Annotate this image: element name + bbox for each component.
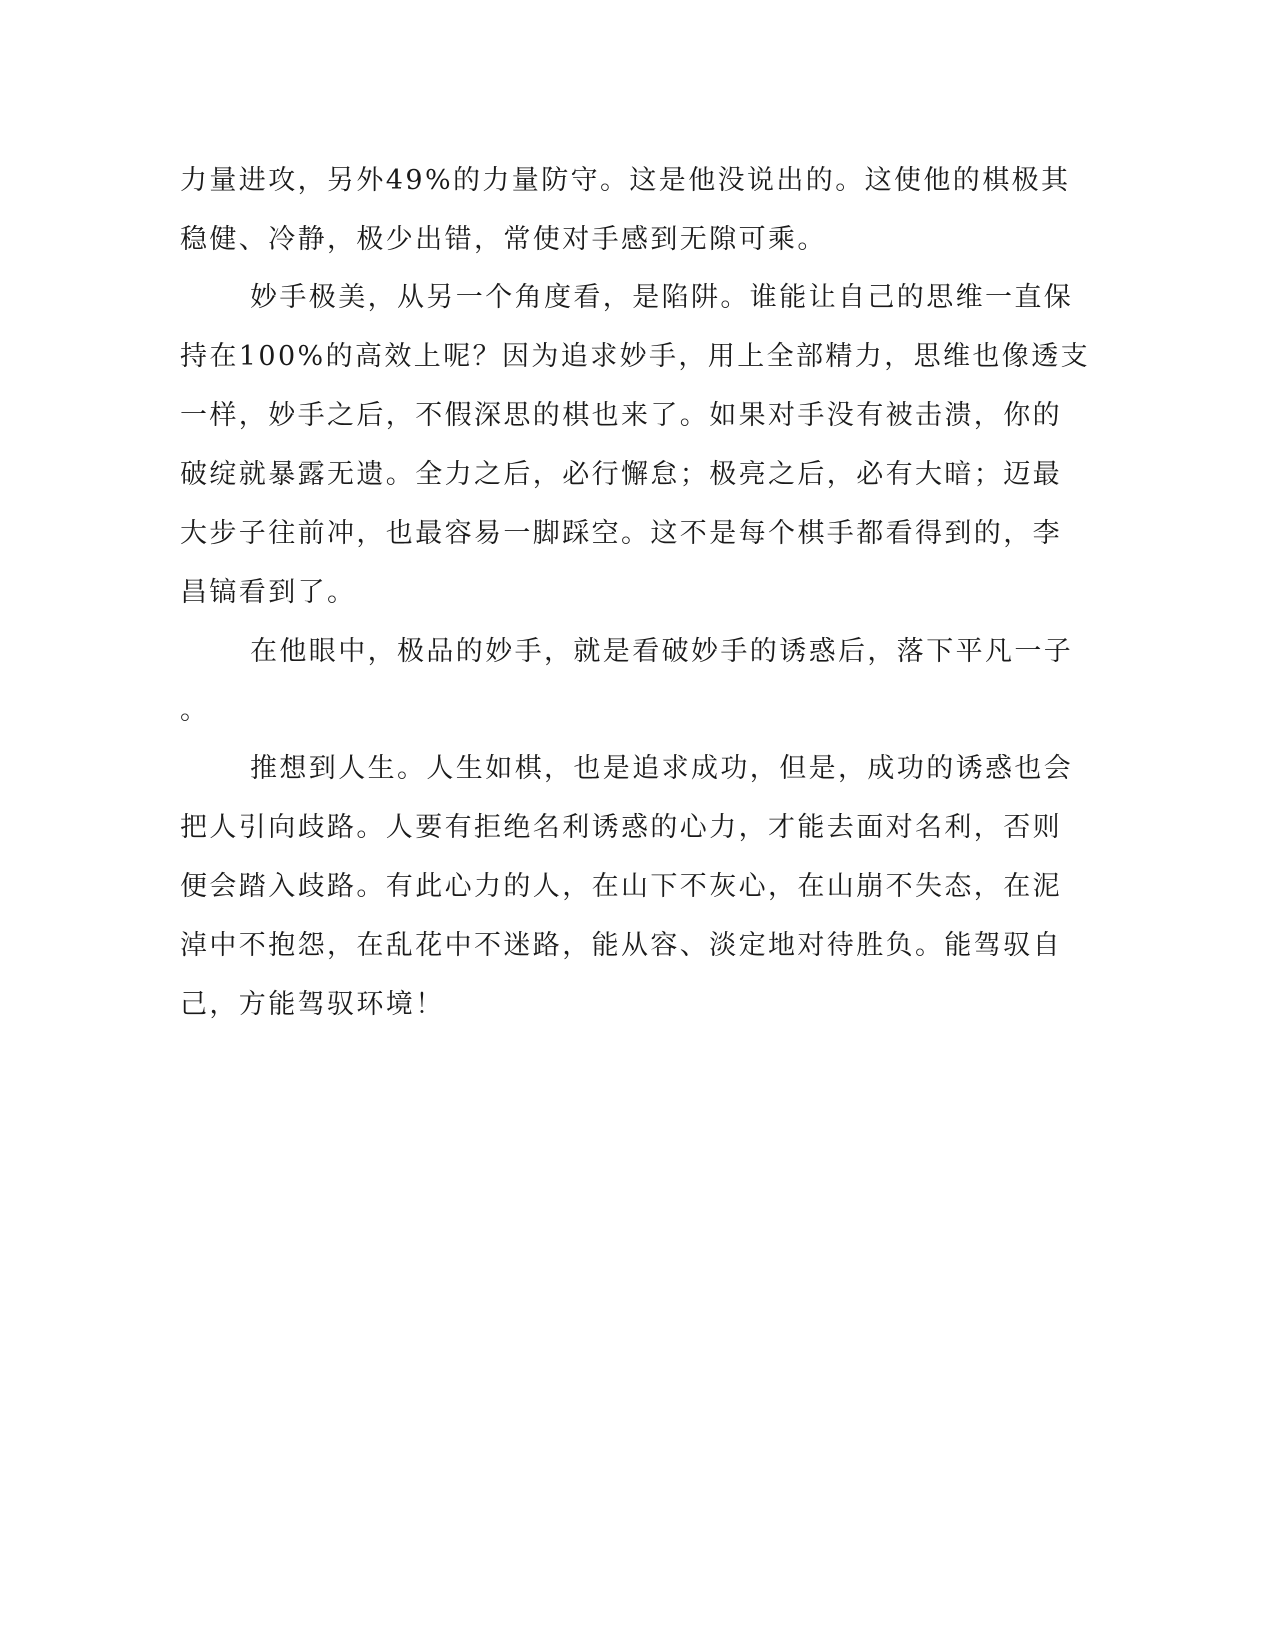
text-line: 大步子往前冲，也最容易一脚踩空。这不是每个棋手都看得到的，李 xyxy=(180,518,1062,549)
text-line: 在他眼中，极品的妙手，就是看破妙手的诱惑后，落下平凡一子 xyxy=(250,636,1074,667)
text-line: 推想到人生。人生如棋，也是追求成功，但是，成功的诱惑也会 xyxy=(250,753,1074,784)
text-line: 妙手极美，从另一个角度看，是陷阱。谁能让自己的思维一直保 xyxy=(250,282,1074,313)
text-line: 破绽就暴露无遗。全力之后，必行懈怠；极亮之后，必有大暗；迈最 xyxy=(180,459,1062,490)
text-line: 力量进攻，另外49%的力量防守。这是他没说出的。这使他的棋极其 xyxy=(180,165,1071,196)
text-line: 便会踏入歧路。有此心力的人，在山下不灰心，在山崩不失态，在泥 xyxy=(180,871,1062,902)
text-line: 稳健、冷静，极少出错，常使对手感到无隙可乘。 xyxy=(180,224,827,255)
text-line: 己，方能驾驭环境！ xyxy=(180,989,445,1020)
text-line: 持在100%的高效上呢？因为追求妙手，用上全部精力，思维也像透支 xyxy=(180,341,1090,372)
text-line: 一样，妙手之后，不假深思的棋也来了。如果对手没有被击溃，你的 xyxy=(180,400,1062,431)
text-line: 把人引向歧路。人要有拒绝名利诱惑的心力，才能去面对名利，否则 xyxy=(180,812,1062,843)
text-line: 淖中不抱怨，在乱花中不迷路，能从容、淡定地对待胜负。能驾驭自 xyxy=(180,930,1062,961)
text-line: 。 xyxy=(180,695,210,726)
text-line: 昌镐看到了。 xyxy=(180,577,357,608)
